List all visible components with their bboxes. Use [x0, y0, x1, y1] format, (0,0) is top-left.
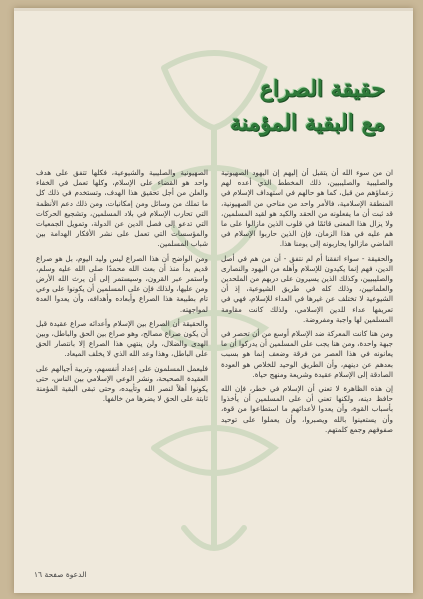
title-line-2: مع البقية المؤمنة — [230, 110, 385, 136]
page-edge-wear — [14, 8, 413, 11]
paragraph: الصهيونية والصليبية والشيوعية، فكلها تتفق على هدف واحد هو القضاء على الإسلام، وكلها تعمل في الخفاء والعلن من أجل تحقيق هذا الهدف، وتستخدم في ذلك كل ما تملك من وسائل ومن إمكانيات، ومن ذلك دعم الأنظمة التي تحارب الإسلام في بلاد المسلمين، وتشجيع الحركات التي تدعو إلى فصل الدين عن الدولة، وتمويل الجمعيات والمؤسسات التي تعمل على نشر الأفكار الهدامة بين شباب المسلمين. — [36, 168, 208, 249]
paragraph: والحقيقة أن الصراع بين الإسلام وأعدائه صراع عقيدة قبل أن يكون صراع مصالح، وهو صراع بين الحق والباطل، وبين الهدى والضلال، ولن ينتهي هذا الصراع إلا بانتصار الحق على الباطل، وهذا وعد الله الذي لا يخلف الميعاد. — [36, 318, 208, 359]
article-column-left — [36, 168, 208, 556]
paragraph: إن هذه الظاهرة لا تعني أن الإسلام في خطر، فإن الله حافظ دينه، ولكنها تعني أن على المسلمين أن يأخذوا بأسباب القوة، وأن يعدوا لأعدائهم ما استطاعوا من قوة، وأن يستعينوا بالله ويصبروا، وأن يعملوا على توحيد صفوفهم وجمع كلمتهم. — [221, 384, 393, 434]
page-number-label: الدعوة صفحة ١٦ — [34, 570, 87, 579]
paragraph: ان من سوء الله أن يتقبل أن إليهم إن اليهود الصهيونية والصليبية والصليبيين، ذلك المخطط الذي أعده لهم زعماؤهم من قبل، كما هو حالهم في استهداف الإسلام في المنطقة الإسلامية، فالأمر واحد من مناحي من الصهيونية، قد ثبت أن ما يفعلونه من الحقد والكيد هو لقيد المسلمين، ولا يزال هذا المعنى قائمًا في قلوب الذين مازالوا على ما هم عليه في هذا الزمان، فإن الذين حاربوا الإسلام في الماضي مازالوا يحاربونه إلى يومنا هذا. — [221, 168, 393, 249]
paragraph: ومن الواضح أن هذا الصراع ليس وليد اليوم، بل هو صراع قديم بدأ منذ أن بعث الله محمدًا صلى الله عليه وسلم، واستمر عبر القرون، وسيستمر إلى أن يرث الله الأرض ومن عليها، ولذلك فإن على المسلمين أن يكونوا على وعي تام بطبيعة هذا الصراع وأبعاده وأهدافه، وأن يعدوا العدة لمواجهته. — [36, 253, 208, 314]
paragraph: والحقيقة - سواء اتفقنا أم لم نتفق - أن من هم في أصل الدين، فهم إنما يكيدون للإسلام وأهله من اليهود والنصارى والصليبيين، وكذلك الذين يسيرون على دربهم من الملحدين والعلمانيين، وذلك كله في طريق الشيوعية، إذ أن الشيوعية لا تختلف عن غيرها في العداء للإسلام، فهي في تعريفها عداء للدين الإسلامي، ولذلك كانت مقاومة المسلمين لها واجبة ومفروضة. — [221, 253, 393, 324]
magazine-page — [14, 8, 413, 593]
page-footer — [34, 570, 394, 584]
article-title — [165, 74, 385, 138]
paragraph: فليعمل المسلمون على إعداد أنفسهم، وتربية أجيالهم على العقيدة الصحيحة، ونشر الوعي الإسلامي بين الناس، حتى يكونوا أهلاً لنصر الله وتأييده، وحتى تبقى البقية المؤمنة ثابتة على الحق لا يضرها من خالفها. — [36, 363, 208, 404]
article-column-right — [221, 168, 393, 556]
title-line-1: حقيقة الصراع — [259, 76, 385, 102]
paragraph: ومن هنا كانت المعركة ضد الإسلام أوسع من أن تحصر في جبهة واحدة، ومن هنا يجب على المسلمين أن يدركوا أن ما يعانونه في هذا العصر من فرقة وضعف إنما هو بسبب بعدهم عن دينهم، وأن الطريق الوحيد للخلاص هو العودة الصادقة إلى الإسلام عقيدة وشريعة ومنهج حياة. — [221, 329, 393, 379]
